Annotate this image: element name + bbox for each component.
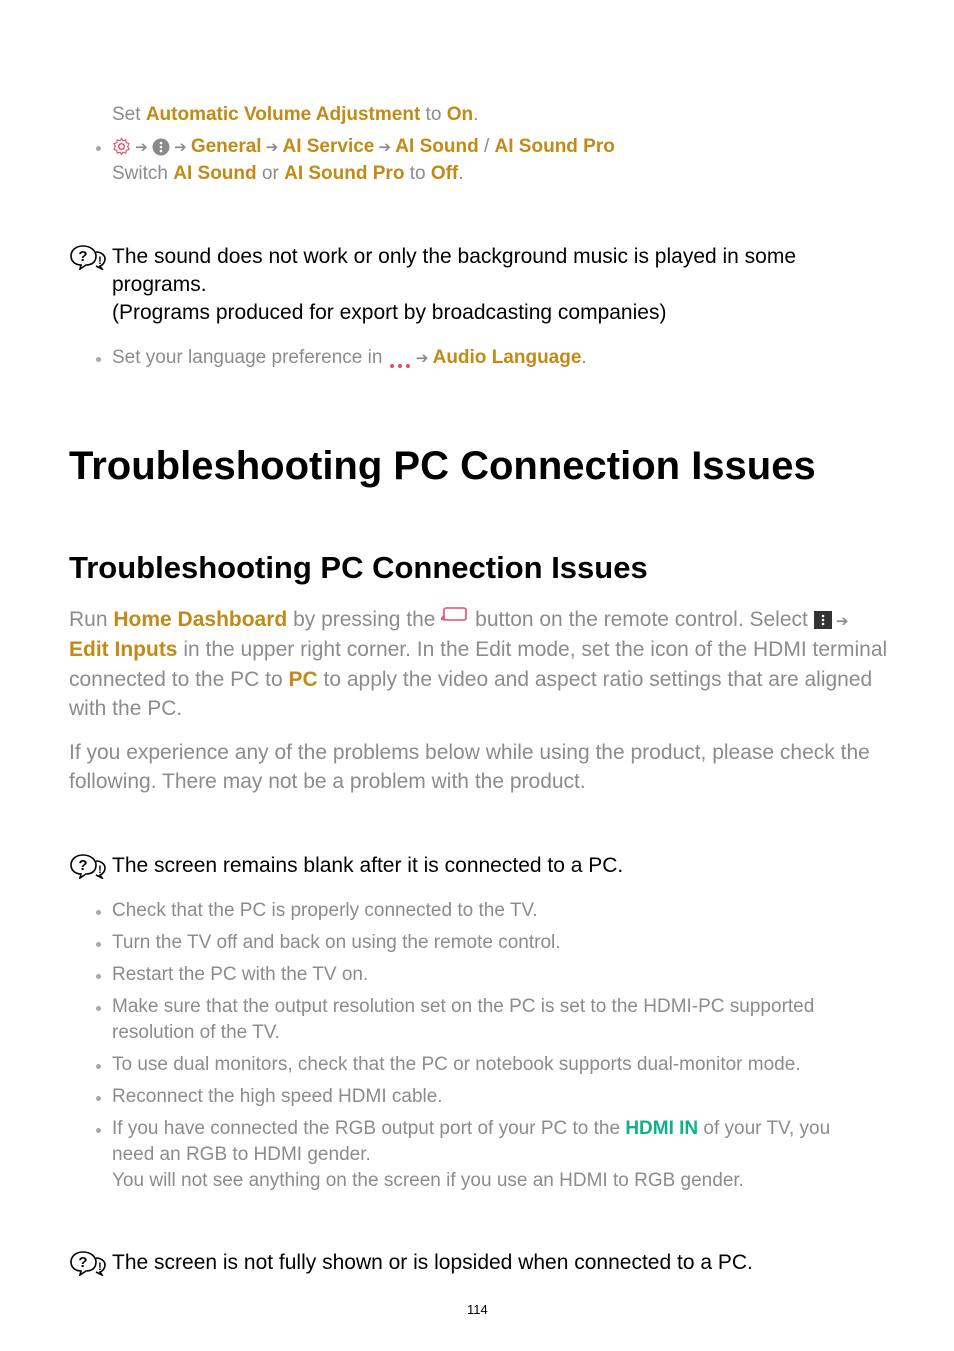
list-item: If you have connected the RGB output port of your PC to the HDMI IN of your TV, you xyxy=(112,1118,831,1139)
bullet xyxy=(96,357,101,362)
list-item: Check that the PC is properly connected to the TV. xyxy=(112,900,538,921)
svg-text:?: ? xyxy=(78,857,88,874)
home-button-icon xyxy=(441,605,469,627)
pc-label: PC xyxy=(288,668,318,691)
q2-title: The screen remains blank after it is connected to a PC. xyxy=(112,854,624,877)
automatic-volume-adjustment: Automatic Volume Adjustment xyxy=(145,104,421,125)
list-item: Restart the PC with the TV on. xyxy=(112,964,369,985)
svg-text:!: ! xyxy=(98,1261,102,1273)
arrow-right-icon: ➔ xyxy=(374,139,396,156)
list-item: To use dual monitors, check that the PC or notebook supports dual-monitor mode. xyxy=(112,1054,801,1075)
audio-language: Audio Language xyxy=(432,347,582,368)
intro-line2: Edit Inputs in the upper right corner. In the Edit mode, set the icon of the HDMI terminal xyxy=(69,638,888,661)
auto-volume-instruction: Set Automatic Volume Adjustment to On. xyxy=(112,104,479,125)
bullet xyxy=(96,910,101,915)
q3-title: The screen is not fully shown or is lopsided when connected to a PC. xyxy=(112,1251,753,1274)
intro-line1: Run Home Dashboard by pressing the button on the remote control. Select ➔ xyxy=(69,605,848,637)
switch-ai-sound-instruction: Switch AI Sound or AI Sound Pro to Off. xyxy=(112,163,464,184)
notice-line2: following. There may not be a problem with the product. xyxy=(69,770,586,793)
arrow-right-icon: ➔ xyxy=(169,139,191,156)
page-title: Troubleshooting PC Connection Issues xyxy=(69,444,816,488)
svg-text:!: ! xyxy=(98,864,102,876)
menu-general: General xyxy=(190,136,262,157)
notice-line1: If you experience any of the problems below while using the product, please check the xyxy=(69,741,870,764)
more-dots-icon xyxy=(152,138,170,156)
bullet xyxy=(96,942,101,947)
page-number: 114 xyxy=(467,1302,488,1317)
gear-icon xyxy=(112,137,131,156)
bullet xyxy=(96,974,101,979)
arrow-right-icon: ➔ xyxy=(411,350,433,367)
menu-ai-service: AI Service xyxy=(282,136,375,157)
svg-text:!: ! xyxy=(98,255,102,267)
question-help-icon xyxy=(69,244,107,270)
svg-text:?: ? xyxy=(78,248,88,265)
bullet xyxy=(96,1064,101,1069)
question-help-icon xyxy=(69,1250,107,1276)
list-item: Turn the TV off and back on using the remote control. xyxy=(112,932,561,953)
list-item: Reconnect the high speed HDMI cable. xyxy=(112,1086,443,1107)
intro-line3: connected to the PC to PC to apply the video and aspect ratio settings that are aligned xyxy=(69,668,873,691)
ellipsis-menu-icon xyxy=(388,353,412,363)
arrow-right-icon: ➔ xyxy=(261,139,283,156)
bullet xyxy=(96,1128,101,1133)
question-help-icon xyxy=(69,853,107,879)
arrow-right-icon: ➔ xyxy=(131,139,152,156)
arrow-right-icon: ➔ xyxy=(831,613,849,630)
home-dashboard: Home Dashboard xyxy=(113,608,288,631)
bullet xyxy=(96,1006,101,1011)
q1-title: The sound does not work or only the background music is played in some xyxy=(112,245,797,268)
menu-ai-sound-pro: AI Sound Pro xyxy=(494,136,615,157)
edit-inputs: Edit Inputs xyxy=(69,638,178,661)
bullet xyxy=(96,146,101,151)
list-item: Make sure that the output resolution set on the PC is set to the HDMI-PC supported xyxy=(112,996,815,1017)
audio-language-instruction: Set your language preference in ➔ Audio Language. xyxy=(112,347,587,368)
svg-text:?: ? xyxy=(78,1254,88,1271)
menu-ai-sound: AI Sound xyxy=(395,136,479,157)
section-title: Troubleshooting PC Connection Issues xyxy=(69,550,648,585)
edit-menu-icon xyxy=(814,608,832,626)
hdmi-in-label: HDMI IN xyxy=(625,1118,699,1139)
settings-path: ➔ ➔ General ➔ AI Service ➔ AI Sound / AI Sound Pro xyxy=(112,134,615,161)
intro-line4: with the PC. xyxy=(69,697,183,720)
bullet xyxy=(96,1096,101,1101)
